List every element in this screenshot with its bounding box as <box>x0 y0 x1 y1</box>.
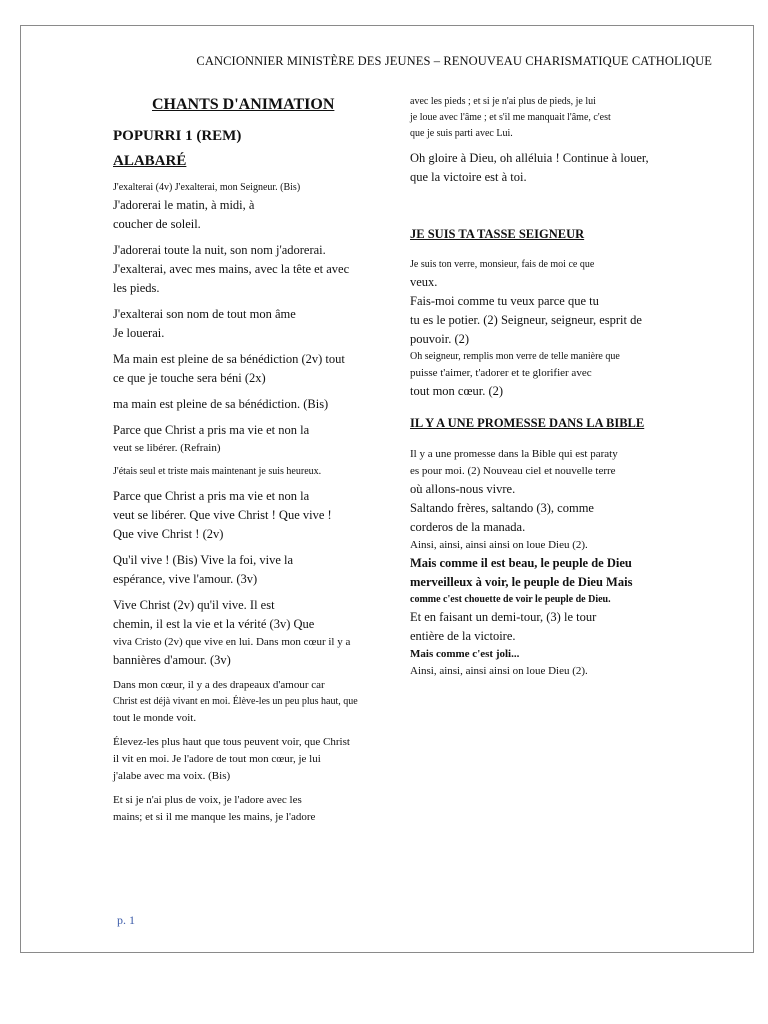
lyric-line: corderos de la manada. <box>410 520 526 534</box>
lyric-line: Mais comme il est beau, le peuple de Dieu <box>410 556 632 570</box>
lyric-line: Parce que Christ a pris ma vie et non la <box>113 423 310 437</box>
lyric-line: J'étais seul et triste mais maintenant je suis heureux. <box>113 466 322 477</box>
document-title: CHANTS D'ANIMATION <box>152 96 335 113</box>
lyric-line: Il y a une promesse dans la Bible qui est paraty <box>410 448 618 460</box>
lyric-line: Je louerai. <box>113 326 165 340</box>
lyric-line: veut se libérer. (Refrain) <box>113 442 221 454</box>
lyric-line: Fais-moi comme tu veux parce que tu <box>410 294 599 308</box>
lyric-line: Parce que Christ a pris ma vie et non la <box>113 489 310 503</box>
lyric-line: tout mon cœur. (2) <box>410 384 504 398</box>
lyric-line: Et en faisant un demi-tour, (3) le tour <box>410 610 597 624</box>
lyric-line: coucher de soleil. <box>113 217 201 231</box>
lyric-line: pouvoir. (2) <box>410 332 470 346</box>
lyric-line: ma main est pleine de sa bénédiction. (Bis) <box>113 397 329 411</box>
lyric-line: es pour moi. (2) Nouveau ciel et nouvelle terre <box>410 465 616 477</box>
lyric-line: J'exalterai, avec mes mains, avec la tête et avec <box>113 262 350 276</box>
lyric-line: espérance, vive l'amour. (3v) <box>113 572 258 586</box>
lyric-line: que la victoire est à toi. <box>410 170 527 184</box>
page-number: p. 1 <box>117 913 135 927</box>
left-column <box>113 92 375 826</box>
lyric-line: veux. <box>410 275 438 289</box>
lyric-line: bannières d'amour. (3v) <box>113 653 231 667</box>
lyric-line: il vit en moi. Je l'adore de tout mon cœur, je lui <box>113 753 321 765</box>
lyric-line: Ainsi, ainsi, ainsi ainsi on loue Dieu (2). <box>410 665 588 677</box>
lyric-line: Mais comme c'est joli... <box>410 648 520 660</box>
lyric-line: je loue avec l'âme ; et s'il me manquait l'âme, c'est <box>410 112 611 123</box>
lyric-line: j'alabe avec ma voix. (Bis) <box>113 770 231 782</box>
lyric-line: veut se libérer. Que vive Christ ! Que vive ! <box>113 508 332 522</box>
lyric-line: comme c'est chouette de voir le peuple de Dieu. <box>410 594 611 605</box>
lyric-line: puisse t'aimer, t'adorer et te glorifier avec <box>410 367 592 379</box>
lyric-line: viva Cristo (2v) que vive en lui. Dans mon cœur il y a <box>113 636 351 648</box>
lyric-line: J'exalterai (4v) J'exalterai, mon Seigneur. (Bis) <box>113 182 301 193</box>
lyric-line: Que vive Christ ! (2v) <box>113 527 224 541</box>
lyric-line: Ainsi, ainsi, ainsi ainsi on loue Dieu (2). <box>410 539 588 551</box>
lyric-line: tu es le potier. (2) Seigneur, seigneur, esprit de <box>410 313 642 327</box>
right-column <box>410 94 672 680</box>
lyric-line: Christ est déjà vivant en moi. Élève-les un peu plus haut, que <box>113 696 358 707</box>
lyric-line: entière de la victoire. <box>410 629 516 643</box>
lyric-line: J'adorerai toute la nuit, son nom j'adorerai. <box>113 243 326 257</box>
lyric-line: que je suis parti avec Lui. <box>410 128 513 139</box>
lyric-line: merveilleux à voir, le peuple de Dieu Mais <box>410 575 633 589</box>
song-title-alabare: ALABARÉ <box>113 153 187 169</box>
section-title: POPURRI 1 (REM) <box>113 128 242 144</box>
lyric-line: Élevez-les plus haut que tous peuvent voir, que Christ <box>113 736 350 748</box>
lyric-line: mains; et si il me manque les mains, je l'adore <box>113 811 316 823</box>
running-header: CANCIONNIER MINISTÈRE DES JEUNES – RENOUVEAU CHARISMATIQUE CATHOLIQUE <box>196 54 712 68</box>
lyric-line: Oh seigneur, remplis mon verre de telle manière que <box>410 351 620 362</box>
lyric-line: Ma main est pleine de sa bénédiction (2v) tout <box>113 352 345 366</box>
lyric-line: tout le monde voit. <box>113 712 197 724</box>
lyric-line: Saltando frères, saltando (3), comme <box>410 501 594 515</box>
lyric-line: Dans mon cœur, il y a des drapeaux d'amour car <box>113 679 325 691</box>
lyric-line: Vive Christ (2v) qu'il vive. Il est <box>113 598 275 612</box>
song-title-tasse: JE SUIS TA TASSE SEIGNEUR <box>410 227 585 241</box>
song-title-promesse: IL Y A UNE PROMESSE DANS LA BIBLE <box>410 416 645 430</box>
lyric-line: chemin, il est la vie et la vérité (3v) Que <box>113 617 315 631</box>
lyric-line: J'adorerai le matin, à midi, à <box>113 198 255 212</box>
lyric-line: J'exalterai son nom de tout mon âme <box>113 307 296 321</box>
lyric-line: Oh gloire à Dieu, oh alléluia ! Continue à louer, <box>410 151 649 165</box>
lyric-line: les pieds. <box>113 281 160 295</box>
lyric-line: ce que je touche sera béni (2x) <box>113 371 266 385</box>
lyric-line: avec les pieds ; et si je n'ai plus de pieds, je lui <box>410 96 596 107</box>
lyric-line: Qu'il vive ! (Bis) Vive la foi, vive la <box>113 553 294 567</box>
lyric-line: Et si je n'ai plus de voix, je l'adore avec les <box>113 794 302 806</box>
lyric-line: où allons-nous vivre. <box>410 482 516 496</box>
lyric-line: Je suis ton verre, monsieur, fais de moi ce que <box>410 259 595 270</box>
